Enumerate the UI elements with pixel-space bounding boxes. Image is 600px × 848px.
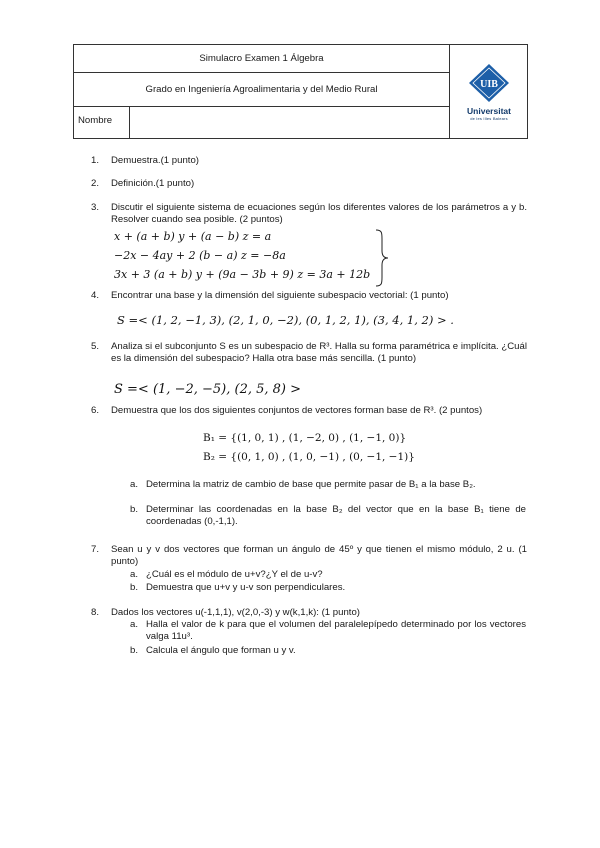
question-number: 7.	[91, 544, 100, 555]
degree-name: Grado en Ingeniería Agroalimentaria y del Medio Rural	[74, 73, 450, 107]
name-label: Nombre	[74, 107, 130, 139]
svg-text:UIB: UIB	[480, 78, 498, 90]
basis-b2: B₂ = {(0, 1, 0) , (1, 0, −1) , (0, −1, −1)}	[203, 451, 415, 463]
university-logo	[450, 45, 528, 139]
question-6b	[130, 504, 526, 530]
sub-text: Determina la matriz de cambio de base que permite pasar de B₁ a la base B₂.	[146, 479, 476, 490]
sub-label: a.	[130, 479, 139, 490]
question-text: Demuestra que los dos siguientes conjuntos de vectores forman base de R³. (2 puntos)	[111, 405, 483, 416]
name-field[interactable]	[130, 107, 450, 139]
basis-b1: B₁ = {(1, 0, 1) , (1, −2, 0) , (1, −1, 0)}	[203, 432, 407, 444]
question-7	[91, 544, 527, 572]
question-text: Encontrar una base y la dimensión del siguiente subespacio vectorial: (1 punto)	[111, 290, 449, 301]
question-text: Demuestra.(1 punto)	[111, 155, 199, 166]
question-text: Analiza si el subconjunto S es un subespacio de R³. Halla su forma paramétrica e implícita. ¿Cuál es la dimensión del subespacio? Halla otra base más sencilla. (1 punto)	[111, 341, 527, 364]
sub-label: b.	[130, 645, 139, 656]
equation-3: 3x + 3 (a + b) y + (9a − 3b + 9) z = 3a + 12b	[114, 268, 371, 281]
sub-text: Calcula el ángulo que forman u y v.	[146, 645, 296, 656]
sub-label: b.	[130, 504, 139, 515]
question-number: 6.	[91, 405, 100, 416]
question-number: 3.	[91, 202, 100, 213]
header-table	[73, 44, 528, 139]
question-text: Definición.(1 punto)	[111, 178, 195, 189]
question-number: 8.	[91, 607, 100, 618]
exam-title: Simulacro Examen 1 Álgebra	[74, 45, 450, 73]
uib-logo-icon	[467, 63, 511, 103]
question-1	[91, 155, 527, 169]
question-6a	[130, 479, 526, 505]
logo-word: Universitat	[467, 105, 511, 116]
question-2	[91, 178, 527, 192]
question-3	[91, 202, 527, 230]
sub-label: a.	[130, 569, 139, 580]
sub-text: ¿Cuál es el módulo de u+v?¿Y el de u-v?	[146, 569, 323, 580]
sub-label: a.	[130, 619, 139, 630]
equation-2: −2x − 4ay + 2 (b − a) z = −8a	[114, 249, 286, 262]
system-brace-icon	[374, 229, 390, 287]
sub-label: b.	[130, 582, 139, 593]
sub-text: Halla el valor de k para que el volumen del paralelepípedo determinado por los vectores valga 11u³.	[146, 619, 526, 642]
question-7b	[130, 582, 526, 595]
question-number: 4.	[91, 290, 100, 301]
question-4	[91, 290, 527, 304]
sub-text: Demuestra que u+v y u-v son perpendiculares.	[146, 582, 346, 593]
question-number: 5.	[91, 341, 100, 352]
question-text: Sean u y v dos vectores que forman un ángulo de 45º y que tienen el mismo módulo, 2 u. (1 punto)	[111, 544, 527, 567]
question-number: 2.	[91, 178, 100, 189]
question-6	[91, 405, 527, 433]
sub-text: Determinar las coordenadas en la base B₂ del vector que en la base B₁ tiene de coordenadas (0,-1,1).	[146, 504, 526, 527]
question-7a	[130, 569, 526, 582]
subspace-formula: S =< (1, 2, −1, 3), (2, 1, 0, −2), (0, 1, 2, 1), (3, 4, 1, 2) > .	[117, 313, 454, 327]
logo-subtitle: de les Illes Balears	[470, 116, 508, 122]
question-8a	[130, 619, 526, 645]
question-8b	[130, 645, 526, 658]
question-text: Discutir el siguiente sistema de ecuaciones según los diferentes valores de los parámetros a y b. Resolver cuando sea posible. (2 puntos)	[111, 202, 527, 225]
question-5	[91, 341, 527, 381]
equation-1: x + (a + b) y + (a − b) z = a	[114, 230, 272, 243]
question-text: Dados los vectores u(-1,1,1), v(2,0,-3) y w(k,1,k): (1 punto)	[111, 607, 360, 618]
subset-formula: S =< (1, −2, −5), (2, 5, 8) >	[114, 382, 302, 397]
question-number: 1.	[91, 155, 100, 166]
